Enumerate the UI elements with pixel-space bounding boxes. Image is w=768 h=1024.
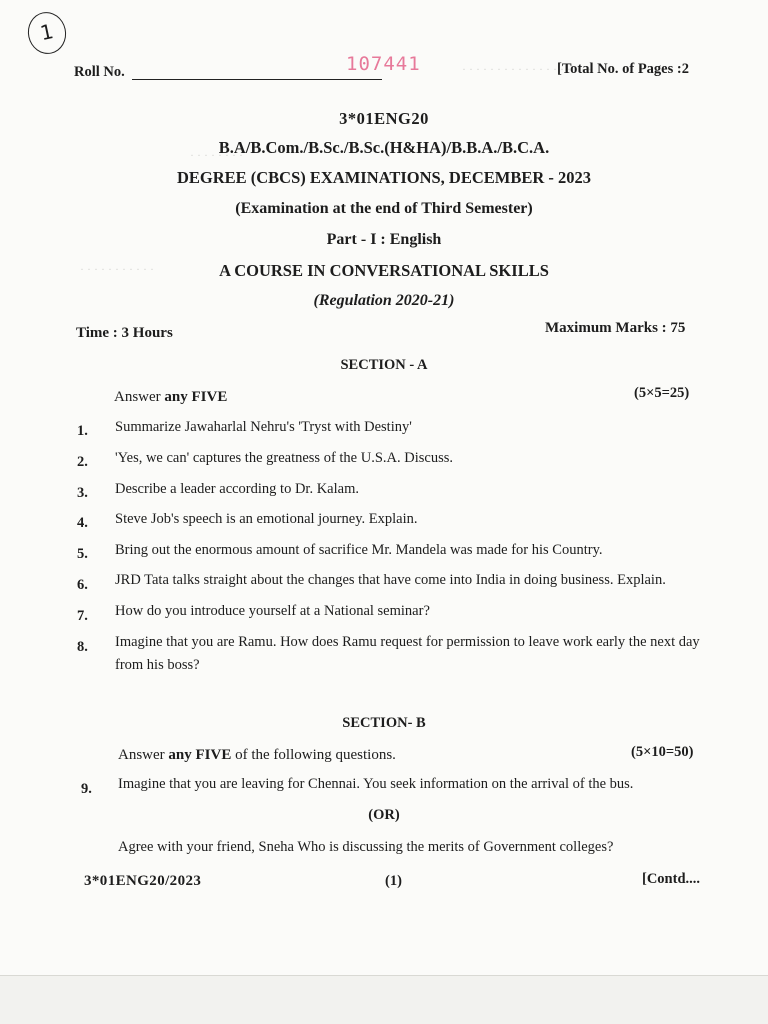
question-number: 2. (77, 454, 88, 470)
question-text: 'Yes, we can' captures the greatness of the U.S.A. Discuss. (115, 450, 453, 466)
regulation: (Regulation 2020-21) (313, 292, 455, 309)
question-number: 4. (77, 515, 88, 531)
course-title: A COURSE IN CONVERSATIONAL SKILLS (219, 261, 549, 280)
question-number: 9. (81, 781, 92, 797)
question-text: JRD Tata talks straight about the changes that have come into India in doing business. Explain. (115, 572, 666, 588)
question-number: 1. (77, 423, 88, 439)
question-number: 8. (77, 639, 88, 655)
section-b-heading: SECTION- B (342, 715, 426, 731)
or-separator: (OR) (368, 807, 400, 823)
question-text: How do you introduce yourself at a National seminar? (115, 603, 430, 619)
question-text: Steve Job's speech is an emotional journey. Explain. (115, 511, 418, 527)
section-a-instruction: Answer any FIVE (114, 389, 228, 405)
question-text: Imagine that you are Ramu. How does Ramu request for permission to leave work early the next day from his boss? (115, 634, 700, 673)
question-text: Describe a leader according to Dr. Kalam. (115, 481, 359, 497)
question-number: 6. (77, 577, 88, 593)
exam-duration: Time : 3 Hours (76, 325, 173, 341)
maximum-marks: Maximum Marks : 75 (545, 320, 686, 336)
question-number: 3. (77, 485, 88, 501)
bleed-through-text: · · · · · · · · · · · · · · · · · · · (462, 62, 592, 76)
question-text: Imagine that you are leaving for Chennai. You seek information on the arrival of the bus. (118, 776, 634, 792)
question-text: Bring out the enormous amount of sacrifice Mr. Mandela was made for his Country. (115, 542, 603, 558)
semester-note: (Examination at the end of Third Semester) (235, 200, 533, 217)
page-number-circle-mark: 1 (24, 9, 70, 58)
footer-page-number: (1) (385, 873, 402, 889)
question-number: 7. (77, 608, 88, 624)
exam-title: DEGREE (CBCS) EXAMINATIONS, DECEMBER - 2023 (176, 168, 592, 187)
roll-number-line (132, 79, 382, 80)
bleed-through-text: · · · · · · · · (190, 148, 243, 162)
bleed-through-text: · · · · · · · · · · · (80, 262, 154, 276)
section-b-instruction: Answer any FIVE of the following questions. (118, 747, 396, 763)
paper-code: 3*01ENG20 (339, 109, 429, 128)
footer-continued: [Contd.... (642, 871, 701, 887)
roll-number-stamp: 107441 (346, 53, 421, 75)
footer-paper-code: 3*01ENG20/2023 (84, 873, 202, 889)
question-text: Summarize Jawaharlal Nehru's 'Tryst with Destiny' (115, 419, 412, 435)
degree-programs: B.A/B.Com./B.Sc./B.Sc.(H&HA)/B.B.A./B.C.A. (218, 138, 550, 157)
section-b-score: (5×10=50) (631, 744, 694, 760)
section-a-heading: SECTION - A (340, 357, 428, 373)
section-a-score: (5×5=25) (634, 385, 690, 401)
roll-number-label: Roll No. (74, 64, 125, 80)
question-alternative-text: Agree with your friend, Sneha Who is discussing the merits of Government colleges? (118, 839, 614, 855)
total-pages: [Total No. of Pages :2 (557, 61, 689, 77)
part-title: Part - I : English (326, 231, 442, 248)
question-number: 5. (77, 546, 88, 562)
